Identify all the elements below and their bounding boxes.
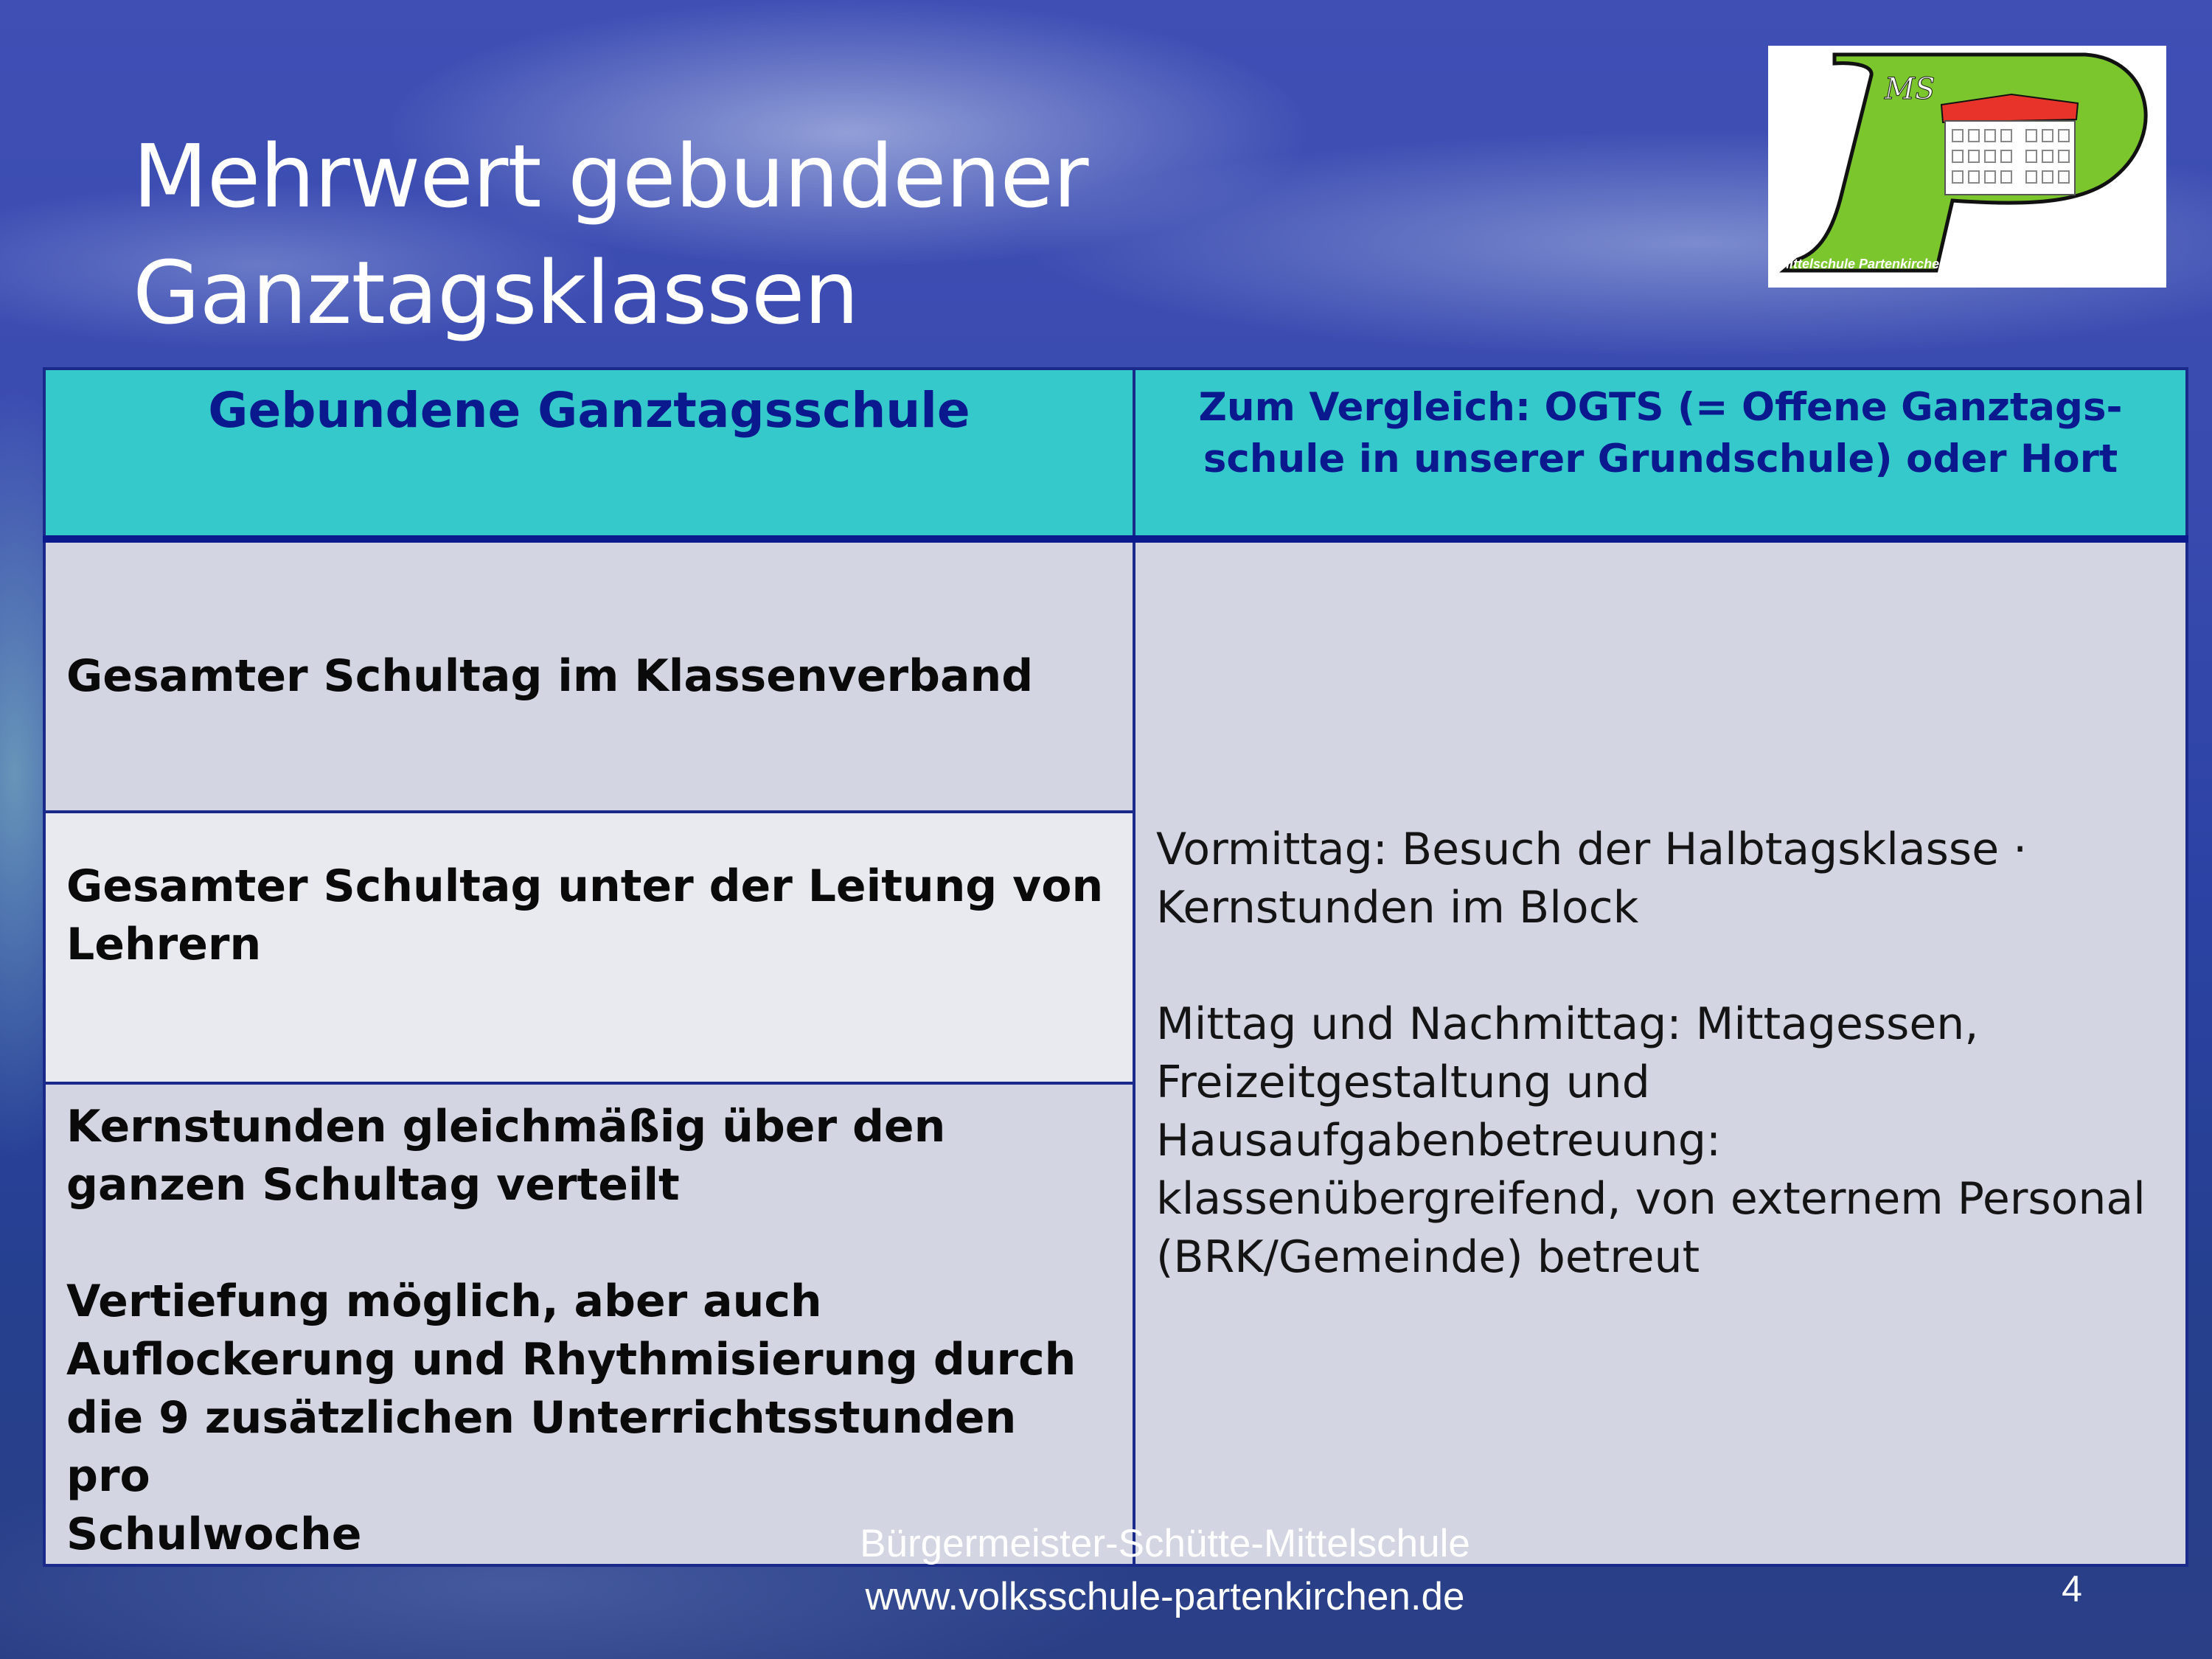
table-row (44, 539, 2187, 812)
right-para2-line1: Mittag und Nachmittag: Mittagessen, (1156, 998, 1979, 1050)
right-para2-line2: Freizeitgestaltung und (1156, 1056, 1650, 1108)
row1-left-text: Gesamter Schultag im Klassenverband (66, 650, 1034, 702)
row2-left-line1: Gesamter Schultag unter der Leitung von (66, 860, 1104, 912)
slide-title-line-1: Mehrwert gebundener (133, 125, 1088, 227)
building-icon (1941, 94, 2078, 195)
header-left (44, 369, 1134, 539)
right-para2-line3: Hausaufgabenbetreuung: (1156, 1114, 1722, 1166)
footer-school-name: Bürgermeister-Schütte-Mittelschule (860, 1522, 1470, 1565)
table-header-row (44, 369, 2187, 539)
slide-title-line-2: Ganztagsklassen (133, 242, 859, 344)
row2-left-cell (44, 812, 1134, 1083)
header-left-label: Gebundene Ganztagsschule (208, 382, 970, 439)
right-para2-line4: klassenübergreifend, von externem Personal (1156, 1172, 2146, 1225)
row1-left-cell (44, 539, 1134, 812)
row2-left-line2: Lehrern (66, 919, 262, 970)
row3-left-para2-line1: Vertiefung möglich, aber auch (66, 1276, 822, 1327)
right-para2-line5: (BRK/Gemeinde) betreut (1156, 1231, 1700, 1283)
row3-left-para2-line4: Schulwoche (66, 1509, 362, 1560)
slide-title (133, 118, 1088, 351)
comparison-table (43, 367, 2188, 1567)
page-number: 4 (2062, 1568, 2082, 1610)
header-right-line-1: Zum Vergleich: OGTS (= Offene Ganztags- (1198, 385, 2123, 430)
right-para1-line1: Vormittag: Besuch der Halbtagsklasse · (1156, 823, 2028, 875)
row3-left-cell (44, 1083, 1134, 1565)
header-right-line-2: schule in unserer Grundschule) oder Hort (1203, 437, 2118, 481)
row3-left-para1-line1: Kernstunden gleichmäßig über den (66, 1101, 946, 1152)
school-logo-graphic (1768, 46, 2166, 288)
right-comparison-cell (1134, 539, 2187, 1565)
logo-initials: MS (1885, 72, 1935, 106)
footer-website: www.volksschule-partenkirchen.de (865, 1575, 1465, 1618)
header-right (1134, 369, 2187, 539)
row3-left-para2-line3: die 9 zusätzlichen Unterrichtsstunden pro (66, 1392, 1017, 1502)
logo-caption: Mittelschule Partenkirchen (1778, 257, 1948, 271)
row3-left-para1-line2: ganzen Schultag verteilt (66, 1159, 680, 1211)
school-logo (1768, 46, 2166, 288)
footer (737, 1517, 1593, 1624)
right-para1-line2: Kernstunden im Block (1156, 881, 1639, 933)
row3-left-para2-line2: Auflockerung und Rhythmisierung durch (66, 1334, 1077, 1385)
